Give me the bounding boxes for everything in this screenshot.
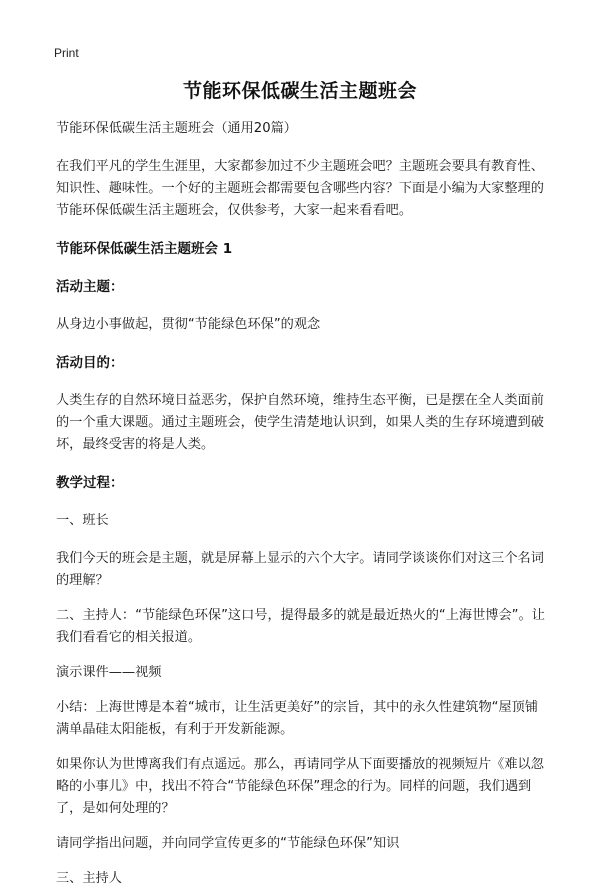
- step-two-text: 二、主持人：“节能绿色环保”这口号，提得最多的就是最近热火的“上海世博会”。让我们看看它的相关报道。: [56, 608, 545, 645]
- goal-text: 人类生存的自然环境日益恶劣，保护自然环境，维持生态平衡，已是摆在全人类面前的一个重大课题。通过主题班会，使学生清楚地认识到，如果人类的生存环境遭到破坏，最终受害的将是人类。: [56, 393, 544, 452]
- subtitle: 节能环保低碳生活主题班会（通用20篇）: [56, 121, 297, 136]
- document-body: [56, 118, 550, 890]
- step-one-text: 我们今天的班会是主题，就是屏幕上显示的六个大字。请同学谈谈你们对这三个名词的理解？: [56, 551, 544, 588]
- page-title: 节能环保低碳生活主题班会: [182, 80, 417, 102]
- step-three-heading: 三、主持人: [56, 871, 122, 886]
- point-text: 请同学指出问题，并向同学宣传更多的“节能绿色环保”知识: [56, 836, 400, 851]
- demo-text: 演示课件——视频: [56, 665, 162, 680]
- theme-heading: 活动主题：: [56, 279, 124, 295]
- summary-text: 小结：上海世博是本着“城市，让生活更美好”的宗旨，其中的永久性建筑物“屋顶铺满单晶硅太阳能板，有利于开发新能源。: [56, 700, 539, 737]
- process-heading: 教学过程：: [56, 475, 124, 491]
- section-title: 节能环保低碳生活主题班会 1: [56, 241, 233, 257]
- video-text: 如果你认为世博离我们有点遥远。那么，再请同学从下面要播放的视频短片《难以忽略的小事儿》中，找出不符合“节能绿色环保”理念的行为。同样的问题，我们遇到了，是如何处理的？: [56, 757, 544, 816]
- theme-text: 从身边小事做起，贯彻“节能绿色环保”的观念: [56, 317, 321, 332]
- intro-paragraph: 在我们平凡的学生生涯里，大家都参加过不少主题班会吧？主题班会要具有教育性、知识性、趣味性。一个好的主题班会都需要包含哪些内容？下面是小编为大家整理的节能环保低碳生活主题班会，仅供参考，大家一起来看看吧。: [56, 159, 544, 218]
- step-one-heading: 一、班长: [56, 513, 109, 528]
- print-label: Print: [54, 46, 79, 60]
- goal-heading: 活动目的：: [56, 355, 124, 371]
